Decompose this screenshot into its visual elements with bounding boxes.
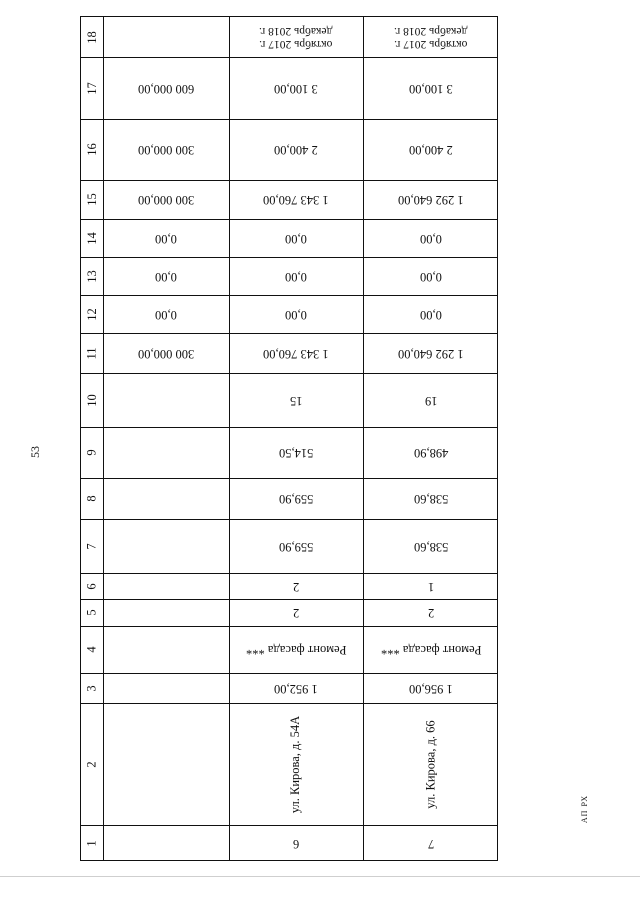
column-number-17 xyxy=(81,57,103,119)
row-1-period-text xyxy=(259,24,332,50)
row-1-c11-text: 1 343 760,00 xyxy=(263,346,329,361)
totals-c11 xyxy=(103,333,229,373)
column-number-14-text: 14 xyxy=(84,231,99,245)
totals-c14-text: 0,00 xyxy=(155,231,177,246)
row-2-c12 xyxy=(363,295,499,333)
row-1-num-text: 6 xyxy=(292,837,300,851)
row-1-c5-text: 2 xyxy=(292,606,300,620)
column-number-6-text: 6 xyxy=(84,582,99,590)
row-1-c6 xyxy=(229,573,363,599)
row-2-c9-text: 498,90 xyxy=(413,446,449,460)
column-number-18 xyxy=(81,17,103,57)
row-1-c11 xyxy=(229,333,363,373)
row-1-c8-text: 559,90 xyxy=(278,492,314,506)
row-1-work xyxy=(229,626,363,673)
column-number-3-text: 3 xyxy=(84,684,99,692)
totals-c15 xyxy=(103,180,229,219)
row-2-num xyxy=(363,825,499,862)
row-2-c16 xyxy=(363,119,499,180)
row-2-c5-text: 2 xyxy=(427,606,435,620)
row-1-area-text: 1 952,00 xyxy=(274,681,318,696)
totals-c15-text: 300 000,00 xyxy=(137,193,195,207)
row-1-c14 xyxy=(229,219,363,257)
row-2-c11 xyxy=(363,333,499,373)
column-number-11 xyxy=(81,333,103,373)
totals-c17-text: 600 000,00 xyxy=(137,81,195,96)
column-number-12 xyxy=(81,295,103,333)
column-number-8 xyxy=(81,478,103,519)
row-1-address-text: ул. Кирова, д. 54А xyxy=(288,715,303,813)
row-2-c7 xyxy=(363,519,499,573)
row-1-c5 xyxy=(229,599,363,626)
column-number-6 xyxy=(81,573,103,599)
row-1-c7 xyxy=(229,519,363,573)
row-1-work-text: Ремонт фасада *** xyxy=(245,643,347,657)
column-number-10 xyxy=(81,373,103,427)
row-2-c5 xyxy=(363,599,499,626)
totals-c11-text: 300 000,00 xyxy=(137,346,195,361)
row-1-c8 xyxy=(229,478,363,519)
totals-c13 xyxy=(103,257,229,295)
row-2-c10-text: 19 xyxy=(424,393,438,408)
row-1-c17-text: 3 100,00 xyxy=(274,81,318,96)
row-2-c14-text: 0,00 xyxy=(420,231,442,246)
totals-c14 xyxy=(103,219,229,257)
row-1-c9 xyxy=(229,427,363,478)
row-2-period xyxy=(363,17,499,57)
column-number-2 xyxy=(81,703,103,825)
row-2-c8 xyxy=(363,478,499,519)
row-1-c16-text: 2 400,00 xyxy=(274,143,318,157)
row-2-c6 xyxy=(363,573,499,599)
column-number-1-text: 1 xyxy=(84,840,99,847)
column-number-3 xyxy=(81,673,103,703)
period-start: октябрь 2017 г. xyxy=(394,38,468,50)
row-1-address xyxy=(229,703,363,825)
column-number-7-text: 7 xyxy=(84,542,99,550)
period-end: декабрь 2018 г. xyxy=(259,25,333,37)
row-1-c13 xyxy=(229,257,363,295)
row-2-work-text: Ремонт фасада *** xyxy=(380,643,482,657)
period-start: октябрь 2017 г. xyxy=(259,38,333,50)
row-1-c16 xyxy=(229,119,363,180)
column-number-8-text: 8 xyxy=(84,495,99,502)
row-2-num-text: 7 xyxy=(427,837,435,851)
column-number-1 xyxy=(81,825,103,862)
row-2-c17-text: 3 100,00 xyxy=(409,81,453,96)
column-number-13-text: 13 xyxy=(84,269,99,283)
column-number-13 xyxy=(81,257,103,295)
row-1-c7-text: 559,90 xyxy=(278,539,314,554)
row-2-c13 xyxy=(363,257,499,295)
period-end: декабрь 2018 г. xyxy=(394,25,468,37)
row-2-c15-text: 1 292 640,00 xyxy=(398,193,464,207)
row-2-address xyxy=(363,703,499,825)
row-2-c6-text: 1 xyxy=(427,579,435,594)
column-number-9-text: 9 xyxy=(84,449,99,456)
row-2-c15 xyxy=(363,180,499,219)
row-1-period xyxy=(229,17,363,57)
row-1-c12-text: 0,00 xyxy=(285,307,307,322)
row-2-c13-text: 0,00 xyxy=(420,269,442,284)
column-number-15 xyxy=(81,180,103,219)
row-1-c9-text: 514,50 xyxy=(278,446,314,460)
column-number-7 xyxy=(81,519,103,573)
row-2-address-text: ул. Кирова, д. 66 xyxy=(423,719,438,809)
totals-c12 xyxy=(103,295,229,333)
row-1-c12 xyxy=(229,295,363,333)
rotated-data-table xyxy=(80,16,498,861)
footer-mark: АП РХ xyxy=(580,794,589,824)
row-2-area xyxy=(363,673,499,703)
row-2-work xyxy=(363,626,499,673)
row-2-c7-text: 538,60 xyxy=(413,539,449,554)
column-number-16-text: 16 xyxy=(84,143,99,156)
column-number-14 xyxy=(81,219,103,257)
bottom-rule xyxy=(0,876,640,877)
column-number-18-text: 18 xyxy=(84,30,99,44)
column-number-12-text: 12 xyxy=(84,307,99,321)
row-2-c14 xyxy=(363,219,499,257)
totals-c12-text: 0,00 xyxy=(155,307,177,322)
totals-c16 xyxy=(103,119,229,180)
page-number: 53 xyxy=(28,446,42,458)
column-number-9 xyxy=(81,427,103,478)
column-number-15-text: 15 xyxy=(84,193,99,206)
row-1-num xyxy=(229,825,363,862)
row-2-c10 xyxy=(363,373,499,427)
column-number-17-text: 17 xyxy=(84,81,99,95)
column-number-11-text: 11 xyxy=(84,346,99,360)
row-2-c8-text: 538,60 xyxy=(413,492,449,506)
row-2-period-text xyxy=(394,24,467,50)
row-1-c10-text: 15 xyxy=(289,393,303,408)
row-1-c13-text: 0,00 xyxy=(285,269,307,284)
column-number-16 xyxy=(81,119,103,180)
column-number-4-text: 4 xyxy=(84,646,99,653)
totals-c17 xyxy=(103,57,229,119)
totals-c13-text: 0,00 xyxy=(155,269,177,284)
row-2-c16-text: 2 400,00 xyxy=(409,143,453,157)
totals-c16-text: 300 000,00 xyxy=(137,143,195,157)
column-number-5 xyxy=(81,599,103,626)
row-2-c9 xyxy=(363,427,499,478)
row-2-c17 xyxy=(363,57,499,119)
column-number-4 xyxy=(81,626,103,673)
column-number-5-text: 5 xyxy=(84,609,99,616)
row-1-area xyxy=(229,673,363,703)
row-1-c14-text: 0,00 xyxy=(285,231,307,246)
row-1-c15 xyxy=(229,180,363,219)
row-1-c6-text: 2 xyxy=(292,579,300,594)
row-2-c12-text: 0,00 xyxy=(420,307,442,322)
row-1-c17 xyxy=(229,57,363,119)
row-1-c15-text: 1 343 760,00 xyxy=(263,193,329,207)
row-2-c11-text: 1 292 640,00 xyxy=(398,346,464,361)
column-number-2-text: 2 xyxy=(84,760,99,768)
column-number-10-text: 10 xyxy=(84,393,99,407)
row-2-area-text: 1 956,00 xyxy=(409,681,453,696)
row-1-c10 xyxy=(229,373,363,427)
